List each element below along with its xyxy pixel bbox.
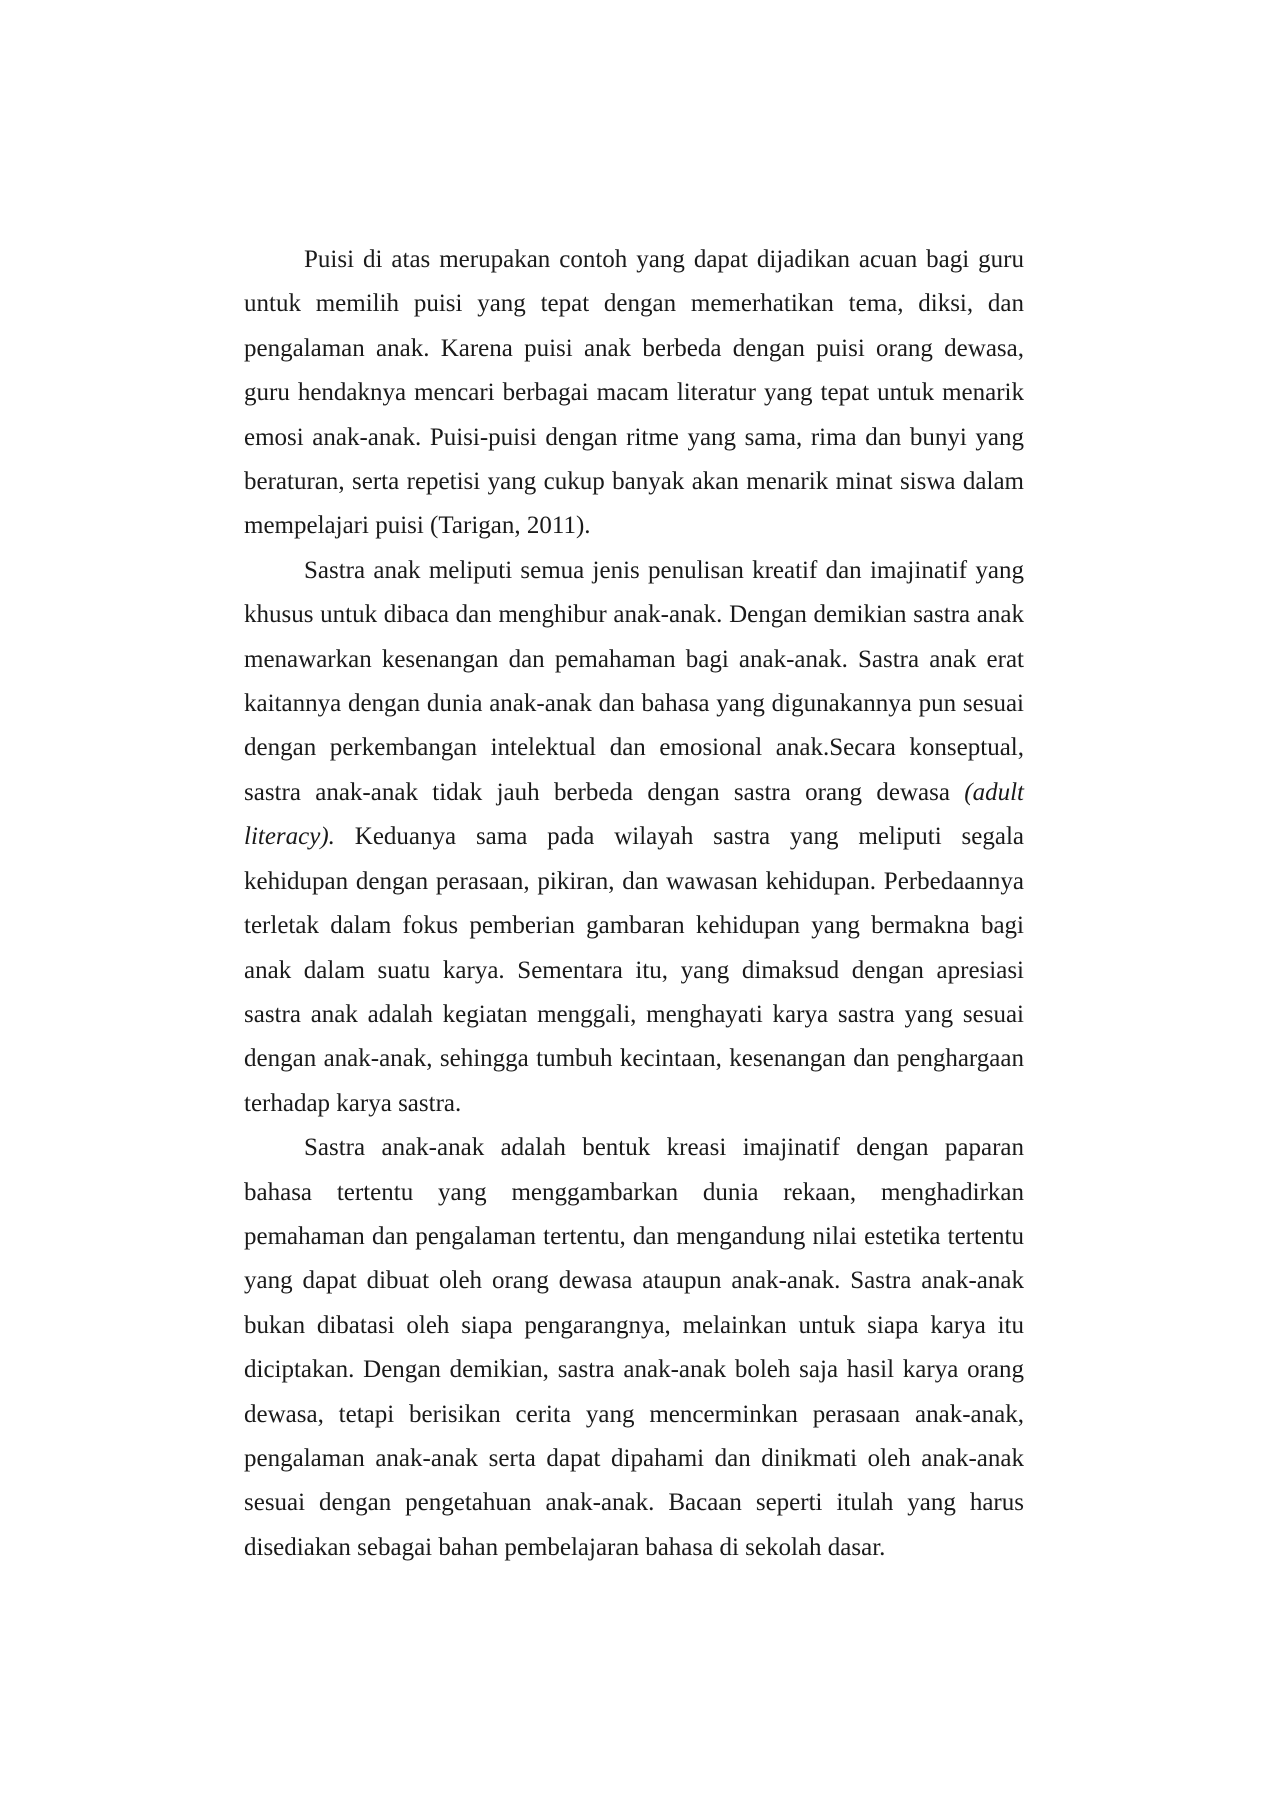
adult-literacy-italic: (adult literacy). (244, 778, 1024, 851)
body-text (244, 238, 1024, 1570)
paragraph-2-before: Sastra anak meliputi semua jenis penulisan kreatif dan imajinatif yang khusus untuk dibaca dan menghibur anak-anak. Dengan demikian sastra anak menawarkan kesenangan dan pemahaman bagi anak-anak. Sastra anak erat kaitannya dengan dunia anak-anak dan bahasa yang digunakannya pun sesuai dengan perkembangan intelektual dan emosional anak.Secara konseptual, sastra anak-anak tidak jauh berbeda dengan sastra orang dewasa (244, 556, 1024, 806)
paragraph-1: Puisi di atas merupakan contoh yang dapat dijadikan acuan bagi guru untuk memilih puisi yang tepat dengan memerhatikan tema, diksi, dan pengalaman anak. Karena puisi anak berbeda dengan puisi orang dewasa, guru hendaknya mencari berbagai macam literatur yang tepat untuk menarik emosi anak-anak. Puisi-puisi dengan ritme yang sama, rima dan bunyi yang beraturan, serta repetisi yang cukup banyak akan menarik minat siswa dalam mempelajari puisi (Tarigan, 2011). (244, 246, 1024, 540)
paragraph-2-after: Keduanya sama pada wilayah sastra yang meliputi segala kehidupan dengan perasaan, pikiran, dan wawasan kehidupan. Perbedaannya terletak dalam fokus pemberian gambaran kehidupan yang bermakna bagi anak dalam suatu karya. Sementara itu, yang dimaksud dengan apresiasi sastra anak adalah kegiatan menggali, menghayati karya sastra yang sesuai dengan anak-anak, sehingga tumbuh kecintaan, kesenangan dan penghargaan terhadap karya sastra. (244, 823, 1024, 1117)
paragraph-3: Sastra anak-anak adalah bentuk kreasi imajinatif dengan paparan bahasa tertentu yang menggambarkan dunia rekaan, menghadirkan pemahaman dan pengalaman tertentu, dan mengandung nilai estetika tertentu yang dapat dibuat oleh orang dewasa ataupun anak-anak. Sastra anak-anak bukan dibatasi oleh siapa pengarangnya, melainkan untuk siapa karya itu diciptakan. Dengan demikian, sastra anak-anak boleh saja hasil karya orang dewasa, tetapi berisikan cerita yang mencerminkan perasaan anak-anak, pengalaman anak-anak serta dapat dipahami dan dinikmati oleh anak-anak sesuai dengan pengetahuan anak-anak. Bacaan seperti itulah yang harus disediakan sebagai bahan pembelajaran bahasa di sekolah dasar. (244, 1134, 1024, 1561)
paragraph-2 (244, 549, 1024, 1126)
